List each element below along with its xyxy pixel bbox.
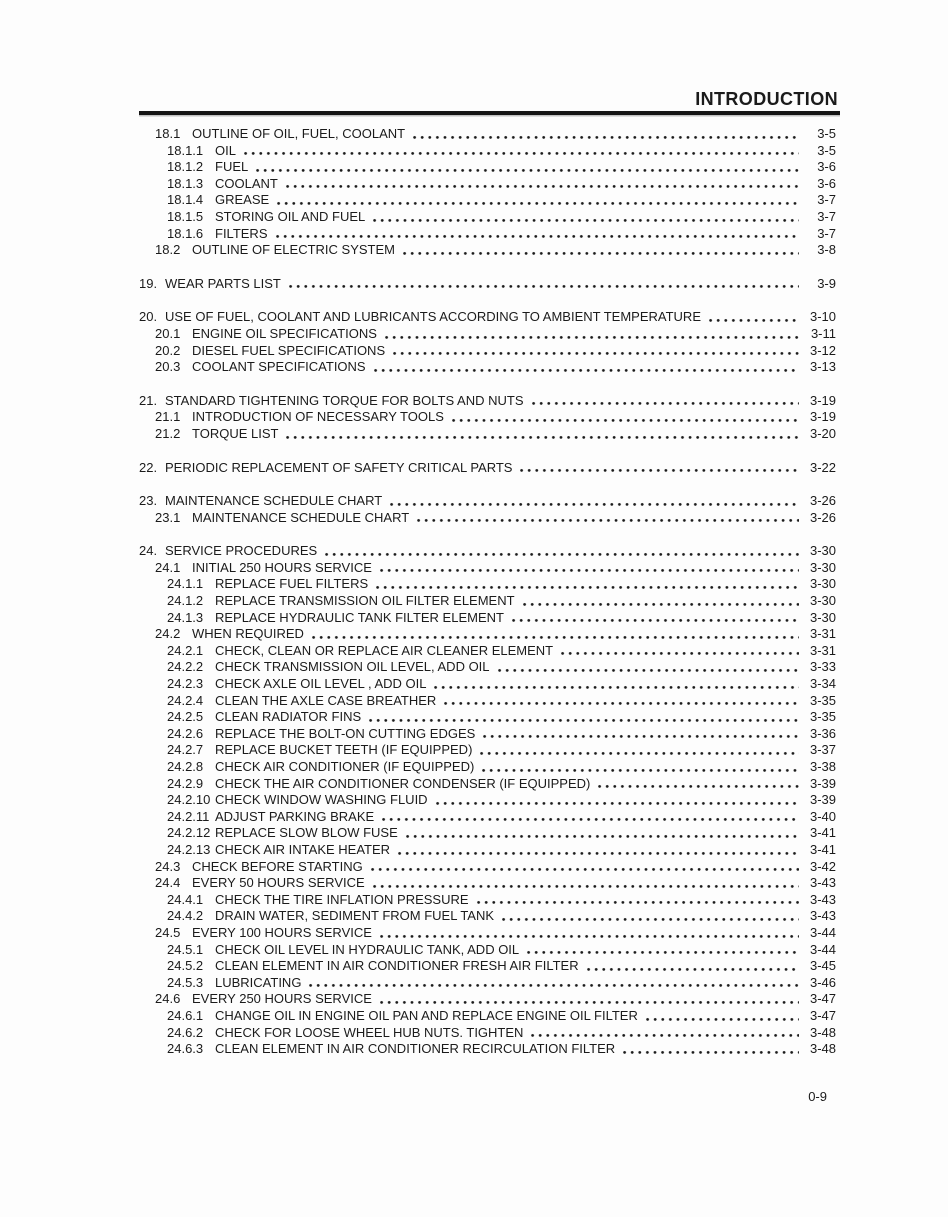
toc-entry-number: 23.1 xyxy=(155,509,181,525)
toc-entry-24-4-2 xyxy=(0,908,948,925)
toc-entry-number: 24.1.2 xyxy=(167,593,204,609)
toc-entry-title: CHECK THE TIRE INFLATION PRESSURE xyxy=(215,891,469,907)
toc-entry-page: 3-19 xyxy=(809,392,836,408)
toc-entry-19 xyxy=(0,276,948,293)
dot-leader xyxy=(512,618,799,623)
dot-leader xyxy=(277,201,799,206)
toc-entry-page: 3-5 xyxy=(817,126,836,141)
dot-leader xyxy=(452,418,799,423)
toc-entry-24-1 xyxy=(0,560,948,577)
toc-entry-number: 24.5.1 xyxy=(167,941,204,957)
toc-entry-page: 3-46 xyxy=(809,974,836,990)
toc-entry-number: 24. xyxy=(139,543,158,559)
toc-entry-24-5-3 xyxy=(0,975,948,992)
toc-entry-title: STORING OIL AND FUEL xyxy=(215,208,366,224)
dot-leader xyxy=(276,234,800,239)
toc-entry-18-2 xyxy=(0,242,948,259)
toc-entry-number: 24.2.11 xyxy=(167,808,210,824)
page-number: 0-9 xyxy=(808,1089,827,1104)
toc-entry-page: 3-43 xyxy=(809,875,836,891)
toc-entry-number: 24.2 xyxy=(155,626,181,642)
dot-leader xyxy=(376,585,799,590)
toc-entry-title: USE OF FUEL, COOLANT AND LUBRICANTS ACCORDING TO AMBIENT TEMPERATURE xyxy=(165,309,701,325)
toc-entry-20-3 xyxy=(0,359,948,376)
toc-entry-number: 24.1 xyxy=(155,559,181,575)
toc-entry-24-2-6 xyxy=(0,726,948,743)
dot-leader xyxy=(434,685,799,690)
dot-leader xyxy=(380,1000,799,1005)
toc xyxy=(0,126,948,1058)
toc-entry-page: 3-48 xyxy=(809,1024,836,1040)
toc-entry-24-2-10 xyxy=(0,792,948,809)
toc-entry-20-2 xyxy=(0,343,948,360)
toc-entry-number: 24.2.8 xyxy=(167,759,204,774)
toc-entry-title: CHECK FOR LOOSE WHEEL HUB NUTS. TIGHTEN xyxy=(215,1024,524,1040)
toc-entry-24-6-1 xyxy=(0,1008,948,1025)
dot-leader xyxy=(312,635,799,640)
toc-entry-number: 24.6.2 xyxy=(167,1024,204,1040)
toc-entry-24-6 xyxy=(0,991,948,1008)
toc-entry-page: 3-20 xyxy=(809,425,836,441)
dot-leader xyxy=(502,917,799,922)
toc-entry-number: 20.3 xyxy=(155,359,181,375)
toc-entry-page: 3-44 xyxy=(809,924,836,940)
toc-entry-page: 3-34 xyxy=(809,676,836,692)
toc-entry-number: 24.2.4 xyxy=(167,692,204,708)
toc-entry-title: CHECK TRANSMISSION OIL LEVEL, ADD OIL xyxy=(215,659,490,675)
toc-entry-number: 24.4.2 xyxy=(167,908,204,924)
toc-entry-number: 18.1.2 xyxy=(167,159,204,175)
toc-entry-page: 3-11 xyxy=(810,325,836,341)
toc-group xyxy=(0,460,948,477)
toc-entry-page: 3-30 xyxy=(809,543,836,559)
toc-entry-24-4-1 xyxy=(0,892,948,909)
toc-entry-24-2-8 xyxy=(0,759,948,776)
toc-entry-number: 24.2.1 xyxy=(167,642,204,658)
toc-entry-number: 24.2.10 xyxy=(167,792,211,808)
toc-entry-page: 3-22 xyxy=(809,459,836,475)
toc-entry-number: 18.1.1 xyxy=(167,142,204,158)
toc-entry-number: 18.1.3 xyxy=(167,175,204,191)
toc-entry-title: REPLACE HYDRAULIC TANK FILTER ELEMENT xyxy=(215,609,504,625)
toc-entry-number: 23. xyxy=(139,493,158,509)
dot-leader xyxy=(286,184,799,189)
toc-entry-page: 3-31 xyxy=(809,642,836,658)
toc-group xyxy=(0,309,948,375)
toc-entry-title: CLEAN ELEMENT IN AIR CONDITIONER FRESH AIR FILTER xyxy=(215,958,579,974)
toc-entry-number: 18.1 xyxy=(155,126,181,141)
toc-entry-number: 24.2.6 xyxy=(167,725,204,741)
toc-entry-number: 18.2 xyxy=(155,242,181,258)
dot-leader xyxy=(417,518,799,523)
toc-entry-24-5-2 xyxy=(0,958,948,975)
toc-entry-number: 24.4 xyxy=(155,875,181,891)
toc-entry-page: 3-43 xyxy=(809,908,836,924)
toc-entry-24-3 xyxy=(0,859,948,876)
toc-entry-number: 24.5.2 xyxy=(167,958,204,974)
toc-entry-title: INTRODUCTION OF NECESSARY TOOLS xyxy=(192,409,444,425)
toc-entry-number: 24.2.5 xyxy=(167,709,204,725)
toc-entry-18-1-4 xyxy=(0,192,948,209)
toc-entry-number: 24.2.9 xyxy=(167,775,204,791)
toc-group xyxy=(0,543,948,1057)
toc-entry-number: 24.6.1 xyxy=(167,1007,204,1023)
toc-entry-number: 24.5 xyxy=(155,924,181,940)
toc-entry-page: 3-7 xyxy=(817,208,836,224)
toc-entry-number: 24.2.3 xyxy=(167,676,204,692)
header-rule xyxy=(139,111,840,115)
toc-entry-20 xyxy=(0,309,948,326)
toc-entry-page: 3-7 xyxy=(817,192,836,208)
toc-entry-page: 3-35 xyxy=(809,709,836,725)
toc-entry-title: REPLACE TRANSMISSION OIL FILTER ELEMENT xyxy=(215,593,515,609)
toc-entry-page: 3-7 xyxy=(817,225,836,241)
toc-entry-title: CLEAN RADIATOR FINS xyxy=(215,709,362,725)
toc-entry-number: 24.4.1 xyxy=(167,891,204,907)
toc-entry-24-2-4 xyxy=(0,693,948,710)
toc-entry-page: 3-10 xyxy=(809,309,836,325)
toc-entry-24-1-1 xyxy=(0,576,948,593)
dot-leader xyxy=(390,502,799,507)
toc-entry-21-2 xyxy=(0,426,948,443)
toc-entry-title: REPLACE THE BOLT-ON CUTTING EDGES xyxy=(215,725,476,741)
toc-entry-24-2-2 xyxy=(0,659,948,676)
toc-entry-page: 3-26 xyxy=(809,509,836,525)
dot-leader xyxy=(382,817,799,822)
dot-leader xyxy=(374,368,799,373)
toc-entry-18-1-2 xyxy=(0,159,948,176)
toc-entry-page: 3-33 xyxy=(809,659,836,675)
dot-leader xyxy=(385,335,799,340)
toc-entry-22 xyxy=(0,460,948,477)
toc-entry-title: ADJUST PARKING BRAKE xyxy=(215,808,375,824)
toc-entry-24-2-12 xyxy=(0,825,948,842)
toc-entry-title: CHECK AIR CONDITIONER (IF EQUIPPED) xyxy=(215,759,475,774)
toc-entry-title: DIESEL FUEL SPECIFICATIONS xyxy=(192,342,386,358)
dot-leader xyxy=(413,135,799,140)
dot-leader xyxy=(325,552,799,557)
toc-entry-24-2-11 xyxy=(0,809,948,826)
toc-entry-21-1 xyxy=(0,409,948,426)
toc-entry-18-1-1 xyxy=(0,143,948,160)
toc-entry-23-1 xyxy=(0,510,948,527)
toc-entry-number: 24.3 xyxy=(155,858,181,874)
toc-entry-title: REPLACE SLOW BLOW FUSE xyxy=(215,825,398,841)
toc-entry-page: 3-40 xyxy=(809,808,836,824)
dot-leader xyxy=(532,401,799,406)
toc-entry-title: REPLACE BUCKET TEETH (IF EQUIPPED) xyxy=(215,742,473,758)
dot-leader xyxy=(436,801,799,806)
toc-entry-page: 3-9 xyxy=(817,275,836,291)
toc-entry-title: SERVICE PROCEDURES xyxy=(165,543,318,559)
toc-entry-24-2-9 xyxy=(0,776,948,793)
toc-entry-title: FILTERS xyxy=(215,225,268,241)
toc-entry-page: 3-39 xyxy=(809,775,836,791)
toc-entry-title: COOLANT xyxy=(215,175,278,191)
toc-entry-24-5-1 xyxy=(0,942,948,959)
toc-entry-page: 3-26 xyxy=(809,493,836,509)
toc-entry-page: 3-30 xyxy=(809,576,836,592)
dot-leader xyxy=(244,151,799,156)
toc-entry-title: CHECK AXLE OIL LEVEL , ADD OIL xyxy=(215,676,427,692)
toc-entry-title: EVERY 250 HOURS SERVICE xyxy=(192,991,372,1007)
toc-entry-title: INITIAL 250 HOURS SERVICE xyxy=(192,559,372,575)
toc-entry-number: 24.2.13 xyxy=(167,841,211,857)
dot-leader xyxy=(398,851,799,856)
toc-entry-24-1-2 xyxy=(0,593,948,610)
toc-entry-number: 24.2.12 xyxy=(167,825,211,841)
dot-leader xyxy=(483,734,799,739)
toc-entry-21 xyxy=(0,393,948,410)
toc-entry-title: ENGINE OIL SPECIFICATIONS xyxy=(192,325,377,341)
toc-group xyxy=(0,126,948,259)
dot-leader xyxy=(520,468,799,473)
dot-leader xyxy=(531,1033,799,1038)
dot-leader xyxy=(406,834,799,839)
toc-entry-title: OUTLINE OF ELECTRIC SYSTEM xyxy=(192,242,395,258)
toc-entry-number: 21.1 xyxy=(155,409,181,425)
toc-entry-number: 19. xyxy=(139,275,158,291)
toc-entry-number: 24.1.3 xyxy=(167,609,204,625)
dot-leader xyxy=(646,1017,799,1022)
toc-entry-page: 3-30 xyxy=(809,593,836,609)
toc-entry-number: 21.2 xyxy=(155,425,181,441)
toc-entry-page: 3-43 xyxy=(809,891,836,907)
toc-entry-page: 3-30 xyxy=(809,609,836,625)
dot-leader xyxy=(369,718,799,723)
toc-entry-page: 3-6 xyxy=(817,159,836,175)
toc-entry-number: 24.5.3 xyxy=(167,974,204,990)
dot-leader xyxy=(393,351,799,356)
toc-entry-title: CHECK WINDOW WASHING FLUID xyxy=(215,792,428,808)
toc-entry-24-2 xyxy=(0,626,948,643)
toc-entry-title: PERIODIC REPLACEMENT OF SAFETY CRITICAL PARTS xyxy=(165,459,513,475)
toc-entry-page: 3-19 xyxy=(809,409,836,425)
dot-leader xyxy=(623,1050,799,1055)
dot-leader xyxy=(256,168,799,173)
toc-entry-number: 22. xyxy=(139,459,158,475)
toc-entry-24-6-3 xyxy=(0,1041,948,1058)
toc-entry-title: CHECK BEFORE STARTING xyxy=(192,858,363,874)
toc-entry-24-2-1 xyxy=(0,643,948,660)
toc-entry-title: GREASE xyxy=(215,192,270,208)
toc-entry-title: REPLACE FUEL FILTERS xyxy=(215,576,369,592)
toc-entry-page: 3-48 xyxy=(809,1041,836,1057)
dot-leader xyxy=(380,934,799,939)
toc-group xyxy=(0,276,948,293)
toc-entry-20-1 xyxy=(0,326,948,343)
toc-entry-23 xyxy=(0,493,948,510)
dot-leader xyxy=(482,768,799,773)
toc-entry-title: MAINTENANCE SCHEDULE CHART xyxy=(192,509,410,525)
toc-entry-title: CHECK THE AIR CONDITIONER CONDENSER (IF EQUIPPED) xyxy=(215,775,591,791)
toc-entry-number: 24.1.1 xyxy=(167,576,204,592)
toc-entry-page: 3-38 xyxy=(809,759,836,774)
toc-entry-page: 3-13 xyxy=(809,359,836,375)
toc-entry-title: LUBRICATING xyxy=(215,974,302,990)
toc-entry-number: 18.1.6 xyxy=(167,225,204,241)
toc-entry-18-1-5 xyxy=(0,209,948,226)
toc-entry-title: CHECK AIR INTAKE HEATER xyxy=(215,841,391,857)
toc-entry-title: EVERY 50 HOURS SERVICE xyxy=(192,875,365,891)
toc-entry-24-2-7 xyxy=(0,742,948,759)
toc-entry-24-2-3 xyxy=(0,676,948,693)
dot-leader xyxy=(403,251,799,256)
toc-entry-18-1 xyxy=(0,126,948,143)
dot-leader xyxy=(373,218,799,223)
toc-entry-title: CHECK OIL LEVEL IN HYDRAULIC TANK, ADD OIL xyxy=(215,941,520,957)
toc-entry-24-6-2 xyxy=(0,1025,948,1042)
dot-leader xyxy=(477,900,799,905)
toc-entry-page: 3-41 xyxy=(809,841,836,857)
toc-entry-number: 24.6 xyxy=(155,991,181,1007)
toc-entry-18-1-3 xyxy=(0,176,948,193)
toc-entry-title: OIL xyxy=(215,142,236,158)
dot-leader xyxy=(709,318,799,323)
dot-leader xyxy=(498,668,799,673)
toc-entry-24-4 xyxy=(0,875,948,892)
toc-entry-page: 3-41 xyxy=(809,825,836,841)
dot-leader xyxy=(309,983,799,988)
toc-entry-page: 3-5 xyxy=(817,142,836,158)
toc-entry-number: 18.1.5 xyxy=(167,208,204,224)
toc-entry-page: 3-8 xyxy=(817,242,836,258)
toc-entry-title: CLEAN THE AXLE CASE BREATHER xyxy=(215,692,437,708)
toc-entry-18-1-6 xyxy=(0,226,948,243)
toc-entry-number: 20. xyxy=(139,309,158,325)
dot-leader xyxy=(380,568,799,573)
dot-leader xyxy=(587,967,799,972)
toc-entry-24-2-5 xyxy=(0,709,948,726)
toc-entry-page: 3-12 xyxy=(809,342,836,358)
toc-entry-title: CHANGE OIL IN ENGINE OIL PAN AND REPLACE ENGINE OIL FILTER xyxy=(215,1007,638,1023)
toc-group xyxy=(0,493,948,526)
dot-leader xyxy=(527,950,799,955)
toc-entry-number: 24.2.7 xyxy=(167,742,204,758)
toc-entry-number: 21. xyxy=(139,392,158,408)
toc-entry-page: 3-45 xyxy=(809,958,836,974)
toc-entry-page: 3-6 xyxy=(817,175,836,191)
toc-entry-page: 3-44 xyxy=(809,941,836,957)
toc-entry-title: COOLANT SPECIFICATIONS xyxy=(192,359,366,375)
toc-entry-page: 3-35 xyxy=(809,692,836,708)
toc-entry-number: 18.1.4 xyxy=(167,192,204,208)
toc-entry-page: 3-36 xyxy=(809,725,836,741)
toc-entry-title: WHEN REQUIRED xyxy=(192,626,304,642)
toc-entry-number: 24.6.3 xyxy=(167,1041,204,1057)
toc-entry-page: 3-47 xyxy=(809,991,836,1007)
toc-group xyxy=(0,393,948,443)
dot-leader xyxy=(444,701,799,706)
toc-entry-title: FUEL xyxy=(215,159,249,175)
toc-entry-24-1-3 xyxy=(0,610,948,627)
toc-entry-title: STANDARD TIGHTENING TORQUE FOR BOLTS AND NUTS xyxy=(165,392,524,408)
dot-leader xyxy=(561,651,799,656)
dot-leader xyxy=(289,284,799,289)
toc-entry-title: EVERY 100 HOURS SERVICE xyxy=(192,924,372,940)
toc-entry-title: CLEAN ELEMENT IN AIR CONDITIONER RECIRCULATION FILTER xyxy=(215,1041,616,1057)
toc-entry-title: CHECK, CLEAN OR REPLACE AIR CLEANER ELEMENT xyxy=(215,642,554,658)
toc-entry-title: TORQUE LIST xyxy=(192,425,279,441)
toc-entry-page: 3-39 xyxy=(809,792,836,808)
toc-entry-24 xyxy=(0,543,948,560)
toc-entry-page: 3-31 xyxy=(809,626,836,642)
page-header-title: INTRODUCTION xyxy=(695,89,838,109)
toc-entry-title: WEAR PARTS LIST xyxy=(165,275,281,291)
toc-entry-number: 24.2.2 xyxy=(167,659,204,675)
toc-entry-page: 3-42 xyxy=(809,858,836,874)
dot-leader xyxy=(523,602,799,607)
dot-leader xyxy=(598,784,799,789)
toc-entry-24-5 xyxy=(0,925,948,942)
dot-leader xyxy=(480,751,799,756)
toc-entry-title: OUTLINE OF OIL, FUEL, COOLANT xyxy=(192,126,406,141)
toc-entry-title: DRAIN WATER, SEDIMENT FROM FUEL TANK xyxy=(215,908,495,924)
toc-entry-page: 3-47 xyxy=(809,1007,836,1023)
dot-leader xyxy=(373,884,799,889)
dot-leader xyxy=(371,867,799,872)
toc-entry-page: 3-37 xyxy=(809,742,836,758)
dot-leader xyxy=(286,435,799,440)
toc-entry-page: 3-30 xyxy=(809,559,836,575)
toc-entry-24-2-13 xyxy=(0,842,948,859)
toc-entry-number: 20.1 xyxy=(155,325,181,341)
toc-entry-number: 20.2 xyxy=(155,342,181,358)
toc-entry-title: MAINTENANCE SCHEDULE CHART xyxy=(165,493,383,509)
